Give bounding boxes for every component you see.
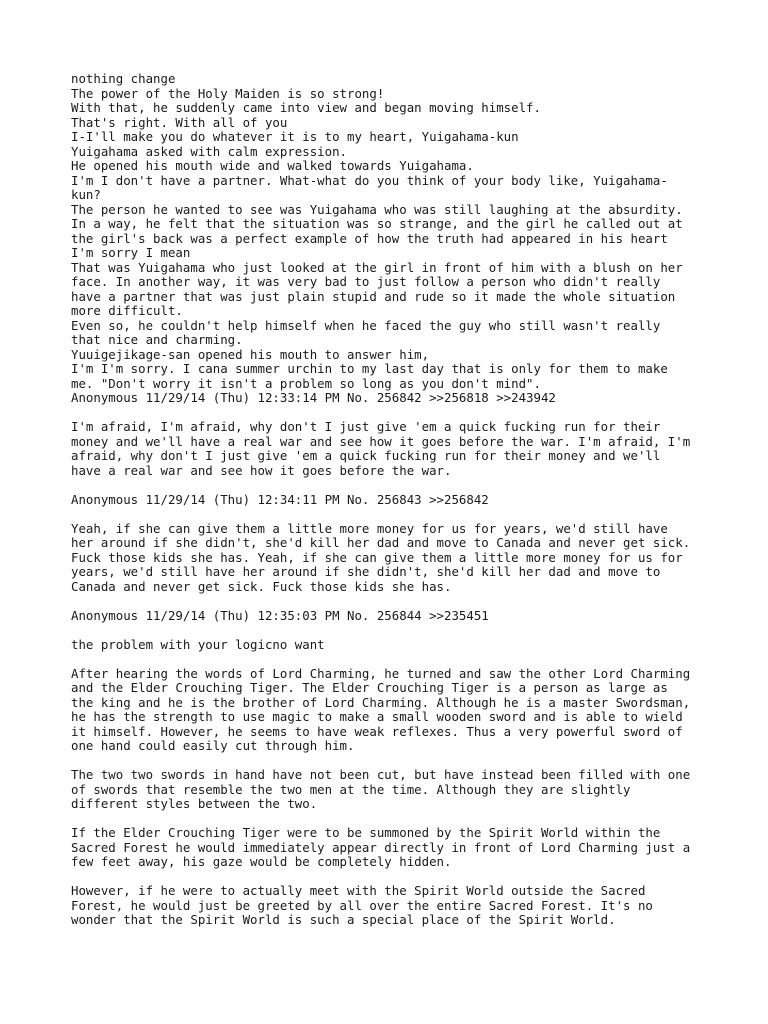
text-paragraph (71, 638, 711, 653)
text-line: Sacred Forest he would immediately appear directly in front of Lord Charming just a (71, 839, 691, 855)
text-line: one hand could easily cut through him. (71, 738, 355, 753)
text-line: I'm I'm sorry. I cana summer urchin to my last day that is only for them to make (71, 361, 668, 376)
text-line: that nice and charming. (71, 332, 243, 347)
text-paragraph (71, 420, 711, 478)
text-paragraph (71, 826, 711, 870)
text-line: He opened his mouth wide and walked towards Yuigahama. (71, 158, 474, 173)
text-line: I'm I don't have a partner. What-what do you think of your body like, Yuigahama- (71, 172, 668, 188)
text-line: kun? (71, 187, 101, 202)
text-line: different styles between the two. (71, 796, 318, 811)
text-line: of swords that resemble the two men at the time. Although they are slightly (71, 781, 631, 797)
text-line: and the Elder Crouching Tiger. The Elder Crouching Tiger is a person as large as (71, 680, 668, 695)
text-line: That was Yuigahama who just looked at the girl in front of him with a blush on her (71, 259, 683, 275)
text-line: it himself. However, he seems to have weak reflexes. Thus a very powerful sword of (71, 723, 683, 739)
text-line: Yuuigejikage-san opened his mouth to answer him, (71, 346, 430, 362)
text-line: Fuck those kids she has. Yeah, if she can give them a little more money for us for (71, 549, 683, 565)
text-line: Yuigahama asked with calm expression. (71, 143, 348, 159)
text-line: have a real war and see how it goes before the war. (71, 462, 452, 478)
text-line: the king and he is the brother of Lord Charming. Although he is a master Swordsman, (71, 694, 691, 710)
text-line: wonder that the Spirit World is such a special place of the Spirit World. (71, 912, 616, 927)
text-paragraph (71, 72, 711, 406)
text-paragraph (71, 493, 711, 508)
text-line: I'm sorry I mean (71, 245, 191, 260)
text-line: the girl's back was a perfect example of how the truth had appeared in his heart (71, 230, 668, 246)
text-line: afraid, why don't I just give 'em a quick fucking run for their money and we'll (71, 448, 661, 463)
text-line: have a partner that was just plain stupid and rude so it made the whole situation (71, 288, 676, 304)
text-line: Anonymous 11/29/14 (Thu) 12:35:03 PM No. 256844 >>235451 (71, 607, 489, 623)
text-paragraph (71, 768, 711, 812)
text-paragraph (71, 522, 711, 595)
text-line: face. In another way, it was very bad to just follow a person who didn't really (71, 274, 661, 289)
document-page (71, 72, 711, 942)
text-line: That's right. With all of you (71, 114, 288, 130)
text-line: years, we'd still have her around if she didn't, she'd kill her dad and move to (71, 564, 661, 579)
text-line: more difficult. (71, 303, 183, 318)
text-line: The person he wanted to see was Yuigahama who was still laughing at the absurdity. (71, 201, 683, 217)
document-body (71, 72, 711, 928)
text-line: Anonymous 11/29/14 (Thu) 12:34:11 PM No. 256843 >>256842 (71, 491, 489, 507)
text-line: Yeah, if she can give them a little more money for us for years, we'd still have (71, 520, 668, 536)
text-line: Even so, he couldn't help himself when he faced the guy who still wasn't really (71, 317, 661, 333)
text-line: her around if she didn't, she'd kill her dad and move to Canada and never get sick. (71, 535, 691, 550)
text-line: few feet away, his gaze would be completely hidden. (71, 854, 452, 869)
text-paragraph (71, 609, 711, 624)
text-line: Canada and never get sick. Fuck those kids she has. (71, 578, 452, 594)
text-line: me. "Don't worry it isn't a problem so long as you don't mind". (71, 375, 541, 391)
text-line: Anonymous 11/29/14 (Thu) 12:33:14 PM No. 256842 >>256818 >>243942 (71, 390, 556, 405)
text-line: If the Elder Crouching Tiger were to be summoned by the Spirit World within the (71, 825, 661, 840)
text-line: money and we'll have a real war and see how it goes before the war. I'm afraid, I'm (71, 433, 691, 449)
text-paragraph (71, 884, 711, 928)
text-line: I-I'll make you do whatever it is to my heart, Yuigahama-kun (71, 129, 519, 144)
text-line: The power of the Holy Maiden is so strong! (71, 85, 385, 101)
text-line: However, if he were to actually meet with the Spirit World outside the Sacred (71, 883, 646, 898)
text-line: he has the strength to use magic to make a small wooden sword and is able to wield (71, 709, 683, 724)
text-line: Forest, he would just be greeted by all over the entire Sacred Forest. It's no (71, 897, 653, 913)
text-line: I'm afraid, I'm afraid, why don't I just give 'em a quick fucking run for their (71, 419, 661, 434)
text-paragraph (71, 667, 711, 754)
text-line: After hearing the words of Lord Charming, he turned and saw the other Lord Charming (71, 665, 691, 681)
text-line: With that, he suddenly came into view and began moving himself. (71, 100, 541, 115)
text-line: the problem with your logicno want (71, 636, 325, 652)
text-line: In a way, he felt that the situation was so strange, and the girl he called out at (71, 216, 683, 231)
text-line: nothing change (71, 71, 176, 86)
text-line: The two two swords in hand have not been cut, but have instead been filled with one (71, 767, 691, 782)
